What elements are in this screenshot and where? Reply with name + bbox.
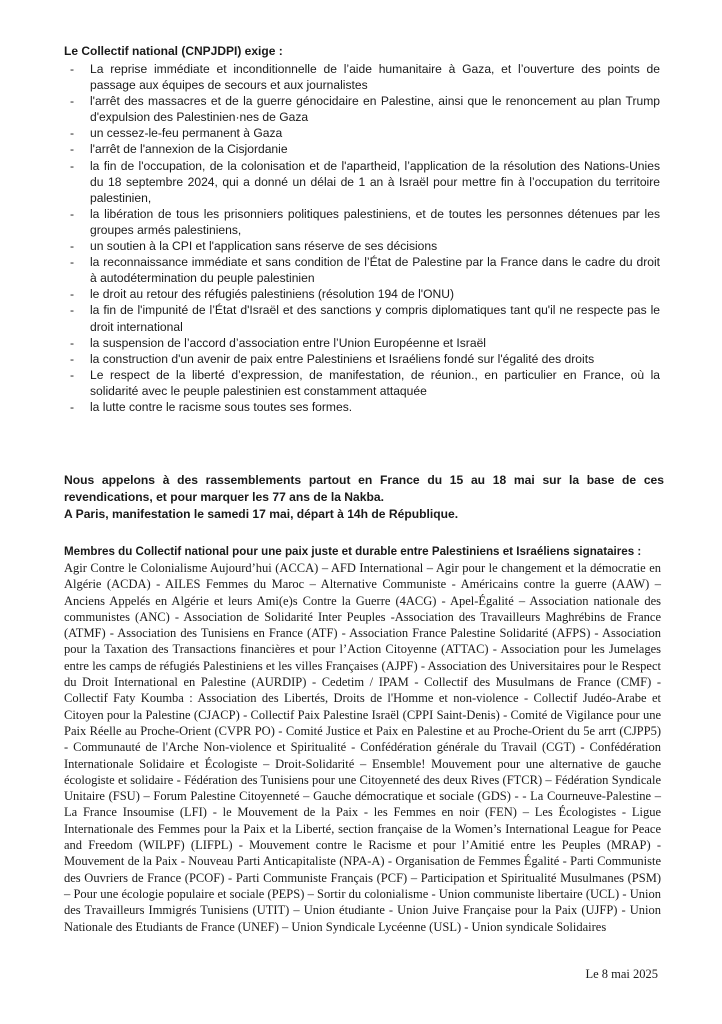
- demand-item: - un cessez-le-feu permanent à Gaza: [64, 125, 660, 141]
- demands-list: [64, 61, 660, 415]
- demand-item: - la fin de l'impunité de l’État d'Israël et des sanctions y compris diplomatiques tant qu'il ne respecte pas le droit international: [64, 302, 660, 334]
- demand-item: - La reprise immédiate et inconditionnelle de l’aide humanitaire à Gaza, et l’ouverture des points de passage aux équipes de secours et aux journalistes: [64, 61, 660, 93]
- call-to-action: Nous appelons à des rassemblements partout en France du 15 au 18 mai sur la base de ces revendications, et pour marquer les 77 ans de la Nakba.: [64, 473, 664, 504]
- demand-item: - un soutien à la CPI et l'application sans réserve de ses décisions: [64, 238, 660, 254]
- demand-item: - la reconnaissance immédiate et sans condition de l’État de Palestine par la France dans le cadre du droit à autodétermination du peuple palestinien: [64, 254, 660, 286]
- demand-item: - le droit au retour des réfugiés palestiniens (résolution 194 de l'ONU): [64, 286, 660, 302]
- demand-item: - la suspension de l’accord d’association entre l’Union Européenne et Israël: [64, 335, 660, 351]
- demand-item: - la construction d'un avenir de paix entre Palestiniens et Israéliens fondé sur l'égalité des droits: [64, 351, 660, 367]
- demand-item: - la fin de l'occupation, de la colonisation et de l'apartheid, l’application de la résolution des Nations-Unies du 18 septembre 2024, qui a donné un délai de 1 an à Israël pour mettre fin à l’occupation du territoire palestinien,: [64, 158, 660, 206]
- demand-item: - la lutte contre le racisme sous toutes ses formes.: [64, 399, 660, 415]
- paris-event: A Paris, manifestation le samedi 17 mai, départ à 14h de République.: [64, 507, 459, 521]
- demand-item: - la libération de tous les prisonniers politiques palestiniens, et de toutes les personnes détenues par les groupes armés palestiniens,: [64, 206, 660, 238]
- demand-item: - l'arrêt de l'annexion de la Cisjordanie: [64, 141, 660, 157]
- members-list: Agir Contre le Colonialisme Aujourd’hui (ACCA) – AFD International – Agir pour le changement et la démocratie en Algérie (ACDA) - AILES Femmes du Maroc – Alternative Communiste - Américains contre la guerre (AAW) – Anciens Appelés en Algérie et leurs Ami(e)s Contre la Guerre (4ACG) - Apel-Égalité – Association nationale des communistes (ANC) - Association de Solidarité Inter Peuples -Association des Travailleurs Maghrébins de France (ATMF) - Association des Tunisiens en France (ATF) - Association France Palestine Solidarité (AFPS) - Association pour la Taxation des Transactions financières et pour l’Action Citoyenne (ATTAC) - Association pour les Jumelages entre les camps de réfugiés Palestiniens et les villes Françaises (AJPF) - Association des Universitaires pour le Respect du Droit International en Palestine (AURDIP) - Cedetim / IPAM - Collectif des Musulmans de France (CMF) - Collectif Faty Koumba : Association des Libertés, Droits de l'Homme et non-violence - Collectif Judéo-Arabe et Citoyen pour la Palestine (CJACP) - Collectif Paix Palestine Israël (CPPI Saint-Denis) - Comité de Vigilance pour une Paix Réelle au Proche-Orient (CVPR PO) - Comité Justice et Paix en Palestine et au Proche-Orient du 5e arrt (CJPP5) - Communauté de l'Arche Non-violence et Spiritualité - Confédération générale du Travail (CGT) - Confédération Internationale Solidaire et Écologiste – Droit-Solidarité – Ensemble! Mouvement pour une alternative de gauche écologiste et solidaire - Fédération des Tunisiens pour une Citoyenneté des deux Rives (FTCR) – Fédération Syndicale Unitaire (FSU) – Forum Palestine Citoyenneté – Gauche démocratique et sociale (GDS) - - La Courneuve-Palestine – La France Insoumise (LFI) - le Mouvement de la Paix - les Femmes en noir (FEN) – Les Écologistes - Ligue Internationale des Femmes pour la Paix et la Liberté, section française de la Women’s International League for Peace and Freedom (WILPF) (LIFPL) - Mouvement contre le Racisme et pour l’Amitié entre les Peuples (MRAP) - Mouvement de la Paix - Nouveau Parti Anticapitaliste (NPA-A) - Organisation de Femmes Égalité - Parti Communiste des Ouvriers de France (PCOF) - Parti Communiste Français (PCF) – Participation et Spiritualité Musulmanes (PSM) – Pour une écologie populaire et sociale (PEPS) – Sortir du colonialisme - Union communiste libertaire (UCL) - Union des Travailleurs Immigrés Tunisiens (UTIT) – Union étudiante - Union Juive Française pour la Paix (UJFP) - Union Nationale des Etudiants de France (UNEF) – Union Syndicale Lycéenne (USL) - Union syndicale Solidaires: [64, 561, 661, 934]
- demand-item: - l'arrêt des massacres et de la guerre génocidaire en Palestine, ainsi que le renoncement au plan Trump d'expulsion des Palestinien·nes de Gaza: [64, 93, 660, 125]
- members-title: Membres du Collectif national pour une paix juste et durable entre Palestiniens et Israéliens signataires :: [64, 545, 642, 558]
- demands-heading: Le Collectif national (CNPJDPI) exige :: [64, 44, 283, 58]
- demand-item: - Le respect de la liberté d’expression, de manifestation, de réunion., en particulier en France, où la solidarité avec le peuple palestinien est constamment attaquée: [64, 367, 660, 399]
- document-date: Le 8 mai 2025: [585, 967, 658, 981]
